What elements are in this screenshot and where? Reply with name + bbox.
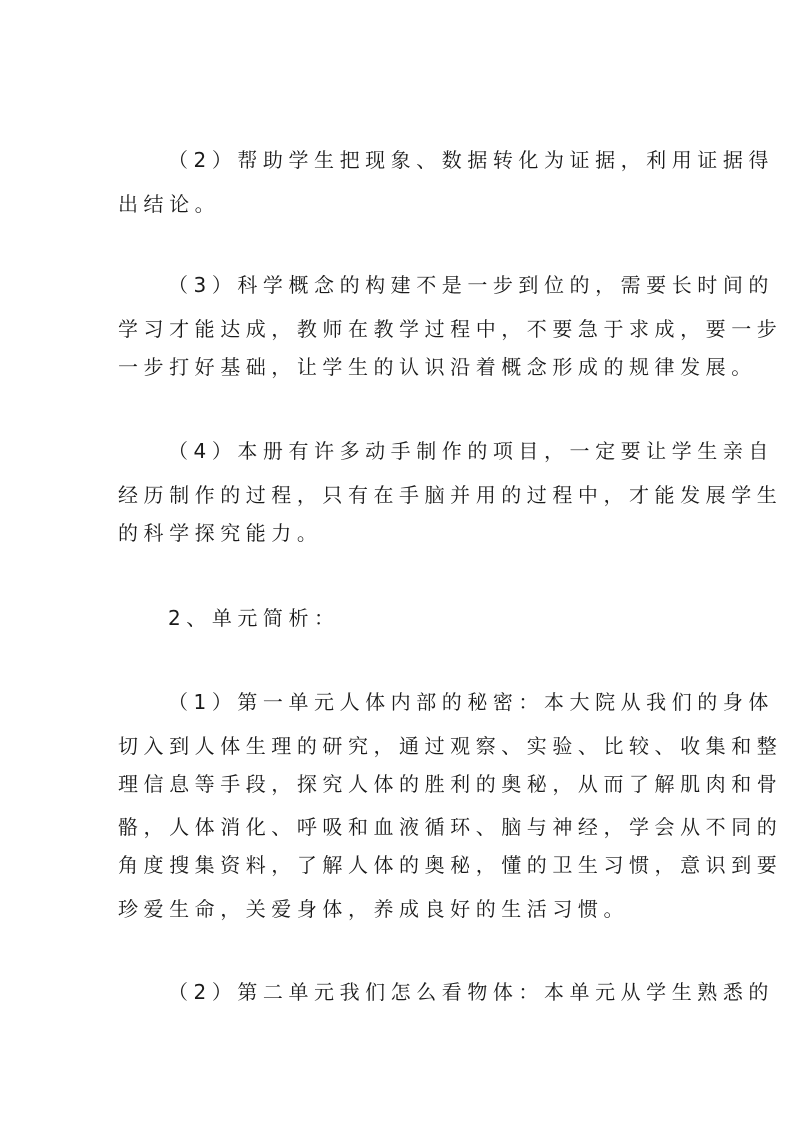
text-line: （3）科学概念的构建不是一步到位的，需要长时间的	[168, 273, 774, 297]
text-line: 出结论。	[118, 192, 221, 216]
text-line: 珍爱生命，关爱身体，养成良好的生活习惯。	[118, 897, 629, 921]
paragraph-4-line-6	[0, 895, 793, 923]
text-line: （4）本册有许多动手制作的项目，一定要让学生亲自	[168, 439, 774, 463]
section-heading	[0, 604, 793, 632]
text-line: 切入到人体生理的研究，通过观察、实验、比较、收集和整	[118, 734, 783, 758]
paragraph-4-line-1	[0, 688, 793, 716]
text-line: 经历制作的过程，只有在手脑并用的过程中，才能发展学生	[118, 483, 783, 507]
heading-text: 2、单元简析：	[168, 606, 340, 630]
text-line: 学习才能达成，教师在教学过程中，不要急于求成，要一步	[118, 317, 783, 341]
paragraph-4-line-5	[0, 851, 793, 879]
paragraph-4-line-3	[0, 770, 793, 798]
paragraph-5-line-1	[0, 978, 793, 1006]
text-line: 理信息等手段，探究人体的胜利的奥秘，从而了解肌肉和骨	[118, 772, 783, 796]
paragraph-4-line-4	[0, 813, 793, 841]
text-line: 角度搜集资料，了解人体的奥秘，懂的卫生习惯，意识到要	[118, 853, 783, 877]
paragraph-2-line-2	[0, 315, 793, 343]
text-line: （2）帮助学生把现象、数据转化为证据，利用证据得	[168, 148, 774, 172]
text-line: 一步打好基础，让学生的认识沿着概念形成的规律发展。	[118, 355, 757, 379]
paragraph-1-line-1	[0, 146, 793, 174]
paragraph-3-line-2	[0, 481, 793, 509]
text-line: 的科学探究能力。	[118, 521, 323, 545]
paragraph-4-line-2	[0, 732, 793, 760]
paragraph-2-line-1	[0, 271, 793, 299]
text-line: （1）第一单元人体内部的秘密：本大院从我们的身体	[168, 690, 774, 714]
text-line: （2）第二单元我们怎么看物体：本单元从学生熟悉的	[168, 980, 774, 1004]
paragraph-3-line-3	[0, 519, 793, 547]
paragraph-2-line-3	[0, 353, 793, 381]
paragraph-1-line-2	[0, 190, 793, 218]
text-line: 骼，人体消化、呼吸和血液循环、脑与神经，学会从不同的	[118, 815, 783, 839]
paragraph-3-line-1	[0, 437, 793, 465]
